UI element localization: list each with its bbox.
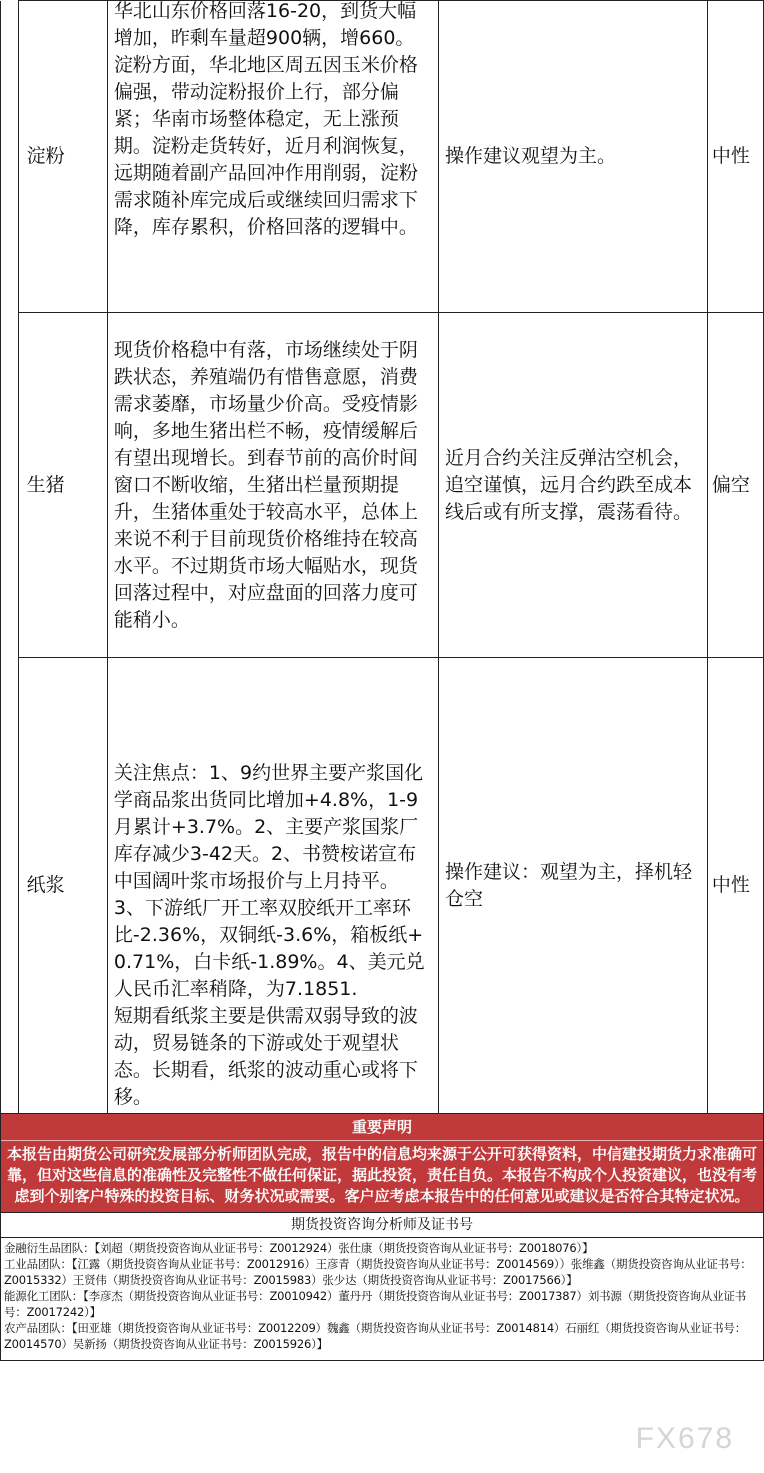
- advice-text: 近月合约关注反弹沽空机会，追空谨慎，远月合约跌至成本线后或有所支撑，震荡看待。: [445, 446, 693, 523]
- analysis-text: 关注焦点：1、9约世界主要产浆国化学商品浆出货同比增加+4.8%，1-9月累计+3.7%。2、主要产浆国浆厂库存减少3-42天。2、书赞桉诺宣布中国阔叶浆市场报价与上月持平。 3、下游纸厂开工率双胶纸开工率环比-2.36%，双铜纸-3.6%，箱板纸+0.71%，白卡纸-1.89%。4、美元兑人民币汇率稍降，为7.1851. 短期看纸浆主要是供需双弱导致的波动，贸易链条的下游或处于观望状态。长期看，纸浆的波动重心或将下移。: [113, 762, 425, 1108]
- analyst-team-list: [1, 1238, 763, 1360]
- table-row: [1, 1, 764, 313]
- leading-column: [1, 1, 19, 1114]
- team-line: 金融衍生品团队：【刘超（期货投资咨询从业证书号：Z0012924）张仕康（期货投资咨询从业证书号：Z0018076）】: [4, 1241, 594, 1255]
- commodity-name: 淀粉: [18, 1, 107, 313]
- team-line: 能源化工团队：【李彦杰（期货投资咨询从业证书号：Z0010942）董丹丹（期货投资咨询从业证书号：Z0017387）刘书源（期货投资咨询从业证书号：Z0017242）】: [4, 1289, 747, 1319]
- table-row: [1, 313, 764, 658]
- team-line: 工业品团队：【江露（期货投资咨询从业证书号：Z0012916）王彦青（期货投资咨询从业证书号：Z0014569））张维鑫（期货投资咨询从业证书号：Z0015332）王贤伟（期货投资咨询从业证书号：Z0015983）张少达（期货投资咨询从业证书号：Z0017566）】: [4, 1257, 752, 1287]
- view-rating: 偏空: [707, 313, 763, 658]
- analysis-text: 现货价格稳中有落，市场继续处于阴跌状态，养殖端仍有惜售意愿，消费需求萎靡，市场量少价高。受疫情影响，多地生猪出栏不畅，疫情缓解后有望出现增长。到春节前的高价时间窗口不断收缩，生猪出栏量预期提升，生猪体重处于较高水平，总体上来说不利于目前现货价格维持在较高水平。不过期货市场大幅贴水，现货回落过程中，对应盘面的回落力度可能稍小。: [113, 338, 418, 631]
- analyst-team-title: 期货投资咨询分析师及证书号: [1, 1212, 763, 1238]
- watermark-logo: FX678: [635, 1422, 734, 1455]
- disclaimer-block: [0, 1113, 764, 1361]
- team-line: 农产品团队：【田亚雄（期货投资咨询从业证书号：Z0012209）魏鑫（期货投资咨询从业证书号：Z0014814）石丽红（期货投资咨询从业证书号：Z0014570）吴新扬（期货投资咨询从业证书号：Z0015926）】: [4, 1321, 747, 1351]
- commodity-name: 生猪: [18, 313, 107, 658]
- table-row: [1, 658, 764, 1114]
- disclaimer-body: 本报告由期货公司研究发展部分析师团队完成，报告中的信息均来源于公开可获得资料，中信建投期货力求准确可靠，但对这些信息的准确性及完整性不做任何保证，据此投资，责任自负。本报告不构成个人投资建议，也没有考虑到个别客户特殊的投资目标、财务状况或需要。客户应考虑本报告中的任何意见或建议是否符合其特定状况。: [1, 1141, 763, 1212]
- advice-text: 操作建议观望为主。: [439, 1, 708, 313]
- view-rating: 中性: [707, 658, 763, 1114]
- disclaimer-title: 重要声明: [1, 1114, 763, 1141]
- commodity-name: 纸浆: [18, 658, 107, 1114]
- view-rating: 中性: [707, 1, 763, 313]
- analysis-text: 华北山东价格回落16-20，到货大幅增加，昨剩车量超900辆，增660。淀粉方面，华北地区周五因玉米价格偏强，带动淀粉报价上行，部分偏紧；华南市场整体稳定，无上涨预期。淀粉走货转好，近月利润恢复，远期随着副产品回冲作用削弱，淀粉需求随补库完成后或继续回归需求下降，库存累积，价格回落的逻辑中。: [113, 0, 418, 238]
- advice-text: 操作建议：观望为主，择机轻仓空: [445, 860, 693, 910]
